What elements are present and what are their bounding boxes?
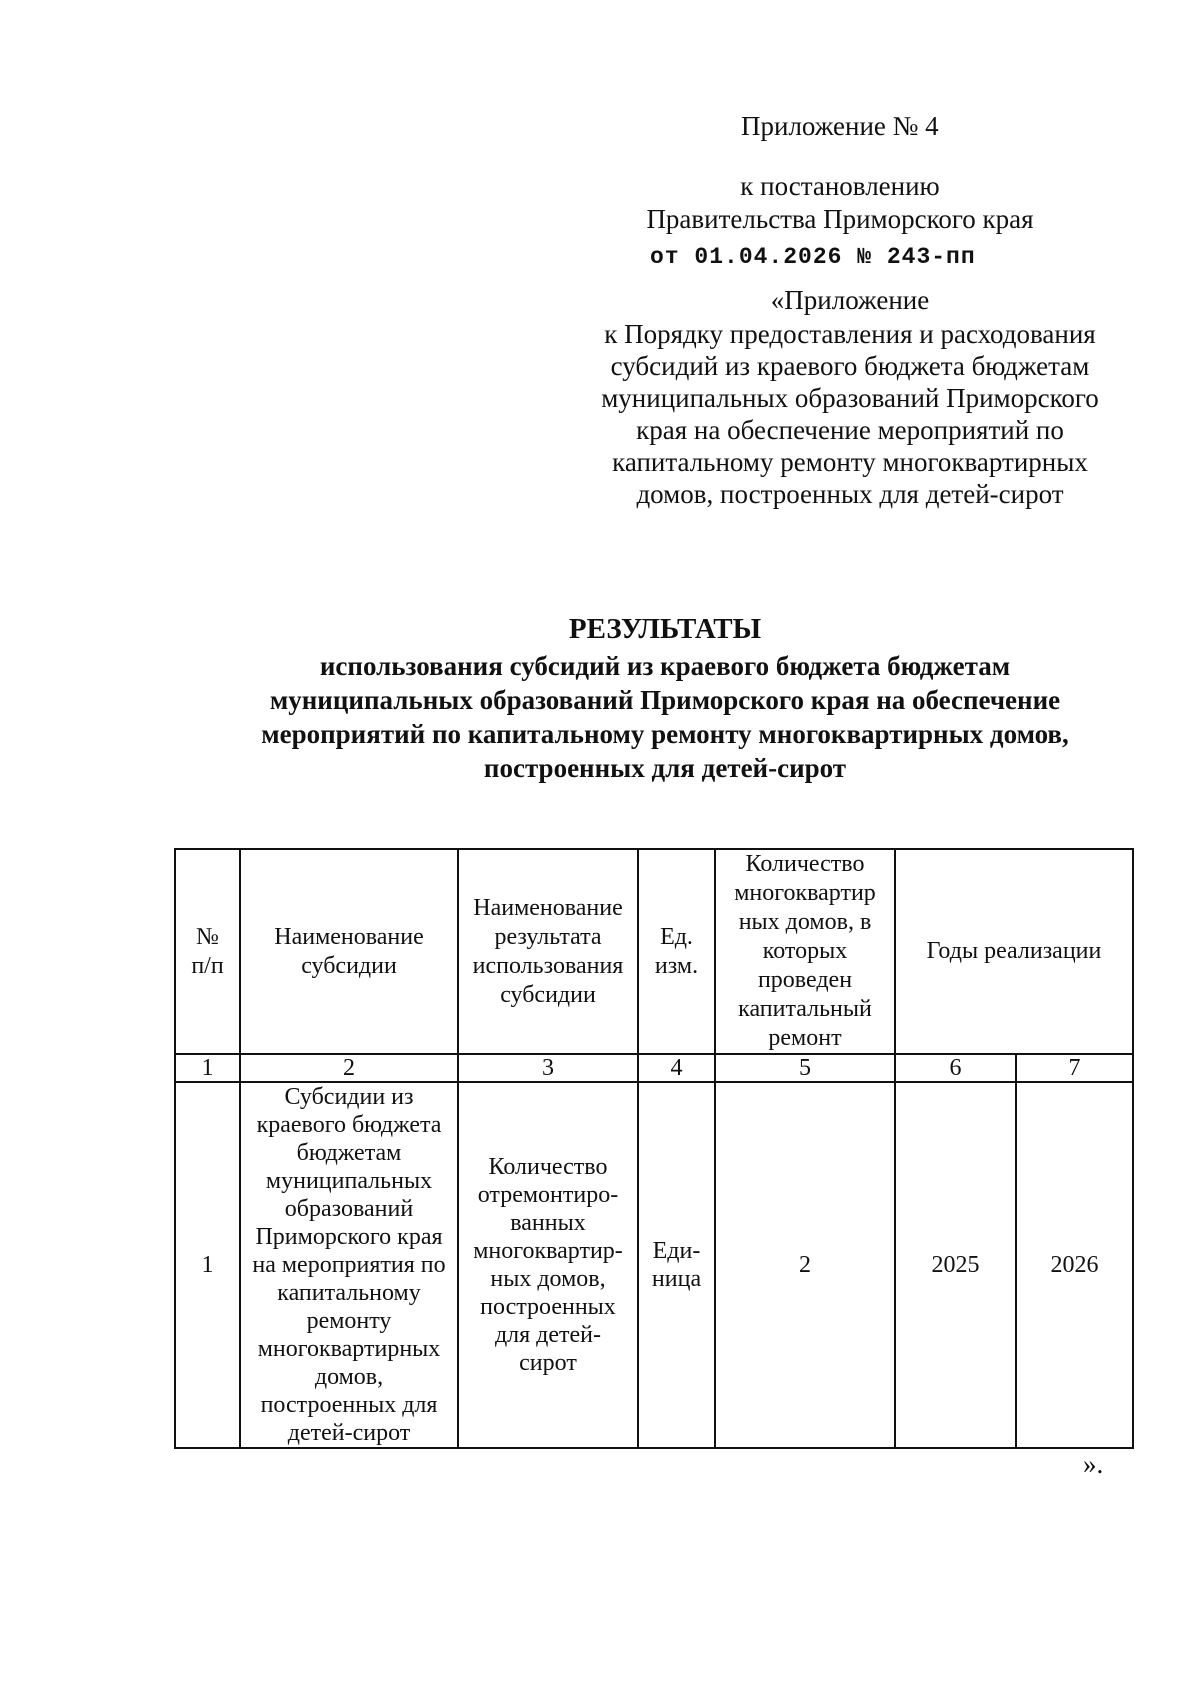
to-resolution: к постановлению — [740, 171, 940, 201]
quote-appendix: «Приложение — [770, 285, 930, 315]
procedure-line: субсидий из краевого бюджета бюджетам — [610, 351, 1090, 381]
table-header-row — [175, 849, 1133, 1054]
row-year-1: 2025 — [895, 1082, 1016, 1448]
header-years: Годы реализации — [895, 849, 1133, 1054]
row-result-name: Количество отремонтиро-ванных многоквартир-ных домов, построенных для детей-сирот — [458, 1082, 638, 1448]
table-row — [175, 1082, 1133, 1448]
row-year-2: 2026 — [1016, 1082, 1133, 1448]
closing-quote: ». — [1083, 1449, 1104, 1479]
row-count: 2 — [715, 1082, 895, 1448]
results-table — [174, 848, 1134, 1449]
title-line: построенных для детей-сирот — [483, 753, 847, 783]
appendix-label: Приложение № 4 — [741, 111, 939, 141]
header-result-name: Наименование результата использования субсидии — [458, 849, 638, 1054]
title-line: муниципальных образований Приморского края на обеспечение — [269, 685, 1061, 715]
column-number: 6 — [895, 1054, 1016, 1082]
title-line: мероприятий по капитальному ремонту многоквартирных домов, — [261, 719, 1069, 749]
row-num: 1 — [175, 1082, 240, 1448]
header-unit: Ед. изм. — [638, 849, 715, 1054]
header-subsidy-name: Наименование субсидии — [240, 849, 458, 1054]
column-number: 3 — [458, 1054, 638, 1082]
column-number: 1 — [175, 1054, 240, 1082]
column-number: 4 — [638, 1054, 715, 1082]
doc-date-number: от 01.04.2026 № 243-пп — [650, 244, 976, 270]
procedure-line: домов, построенных для детей-сирот — [636, 479, 1064, 509]
government-name: Правительства Приморского края — [646, 204, 1034, 234]
column-number: 5 — [715, 1054, 895, 1082]
header-count: Количество многоквартир ных домов, в которых проведен капитальный ремонт — [715, 849, 895, 1054]
column-number-row — [175, 1054, 1133, 1082]
column-number: 7 — [1016, 1054, 1133, 1082]
header-num: № п/п — [175, 849, 240, 1054]
row-subsidy-name: Субсидии из краевого бюджета бюджетам муниципальных образований Приморского края на мероприятия по капитальному ремонту многоквартирных домов, построенных для детей-сирот — [240, 1082, 458, 1448]
title-subtitle — [0, 649, 1200, 785]
row-unit: Еди-ница — [638, 1082, 715, 1448]
procedure-line: муниципальных образований Приморского — [601, 383, 1099, 413]
procedure-line: капитальному ремонту многоквартирных — [612, 447, 1088, 477]
procedure-text — [560, 318, 1140, 510]
document-title: РЕЗУЛЬТАТЫ — [568, 613, 762, 645]
procedure-line: к Порядку предоставления и расходования — [604, 319, 1096, 349]
procedure-line: края на обеспечение мероприятий по — [636, 415, 1064, 445]
title-line: использования субсидий из краевого бюджета бюджетам — [319, 651, 1011, 681]
column-number: 2 — [240, 1054, 458, 1082]
